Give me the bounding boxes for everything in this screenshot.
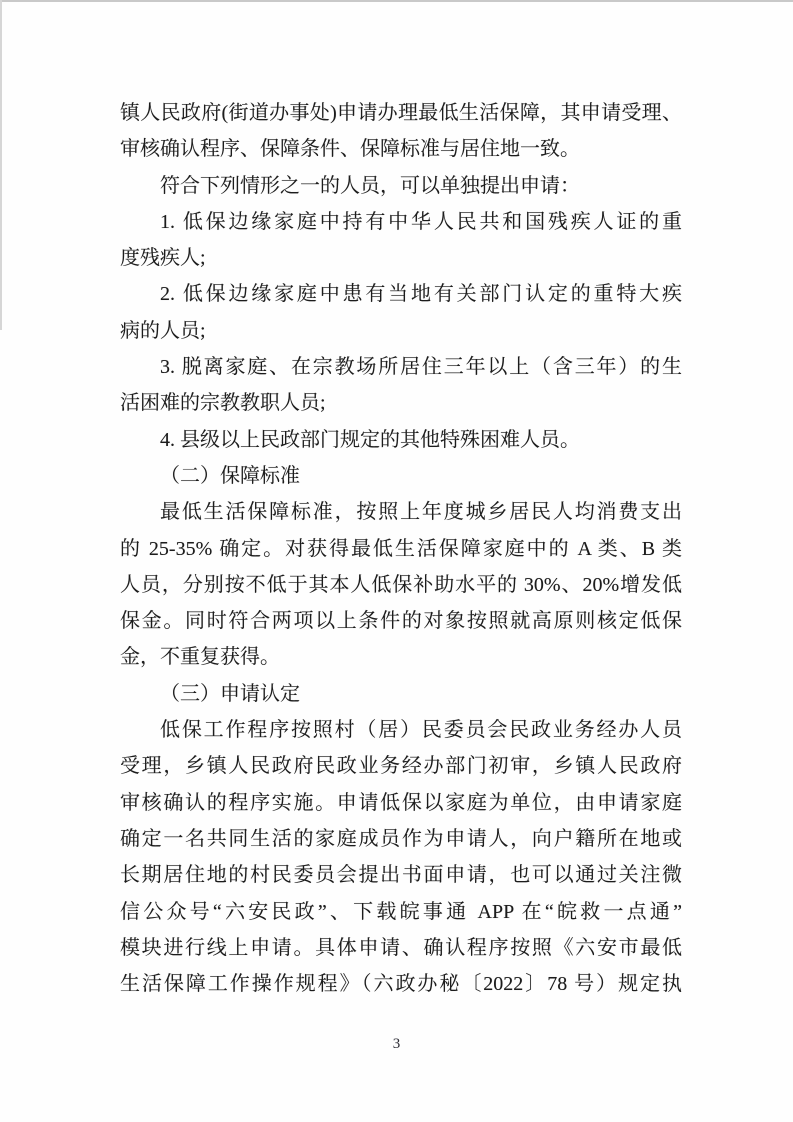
text-line: 病的人员; — [120, 319, 206, 342]
text-line: 审核确认的程序实施。申请低保以家庭为单位，由申请家庭 — [120, 791, 682, 814]
text-line: 度残疾人; — [120, 247, 206, 270]
text-line: （三）申请认定 — [160, 682, 300, 705]
text-line: 审核确认程序、保障条件、保障标准与居住地一致。 — [120, 138, 580, 161]
text-line: 最低生活保障标准，按照上年度城乡居民人均消费支出 — [160, 501, 682, 524]
scan-edge-top — [0, 0, 793, 2]
text-line: 低保工作程序按照村（居）民委员会民政业务经办人员 — [160, 719, 682, 742]
text-line: 2. 低保边缘家庭中患有当地有关部门认定的重特大疾 — [160, 283, 682, 306]
text-line: 符合下列情形之一的人员，可以单独提出申请： — [160, 174, 580, 197]
text-line: 3. 脱离家庭、在宗教场所居住三年以上（含三年）的生 — [160, 356, 682, 379]
text-line: 4. 县级以上民政部门规定的其他特殊困难人员。 — [160, 428, 580, 451]
text-line: 镇人民政府(街道办事处)申请办理最低生活保障，其申请受理、 — [120, 102, 682, 124]
scan-edge-left — [0, 0, 2, 330]
text-line: （二）保障标准 — [160, 464, 300, 487]
text-line: 活困难的宗教教职人员; — [120, 392, 326, 415]
text-line: 信公众号“六安民政”、下载皖事通 APP 在“皖救一点通” — [120, 900, 682, 923]
text-line: 的 25-35% 确定。对获得最低生活保障家庭中的 A 类、B 类 — [120, 537, 682, 560]
text-line: 长期居住地的村民委员会提出书面申请，也可以通过关注微 — [120, 864, 682, 887]
text-line: 确定一名共同生活的家庭成员作为申请人，向户籍所在地或 — [120, 827, 682, 850]
document-body — [120, 95, 682, 1002]
page-number: 3 — [392, 1036, 401, 1052]
text-line: 金，不重复获得。 — [120, 646, 280, 669]
text-line: 受理，乡镇人民政府民政业务经办部门初审，乡镇人民政府 — [120, 755, 682, 778]
text-line: 生活保障工作操作规程》（六政办秘〔2022〕78 号）规定执 — [120, 973, 682, 996]
text-line: 模块进行线上申请。具体申请、确认程序按照《六安市最低 — [120, 936, 682, 959]
text-line: 人员，分别按不低于其本人低保补助水平的 30%、20%增发低 — [120, 573, 682, 596]
text-line: 1. 低保边缘家庭中持有中华人民共和国残疾人证的重 — [160, 210, 682, 233]
text-line: 保金。同时符合两项以上条件的对象按照就高原则核定低保 — [120, 610, 682, 633]
